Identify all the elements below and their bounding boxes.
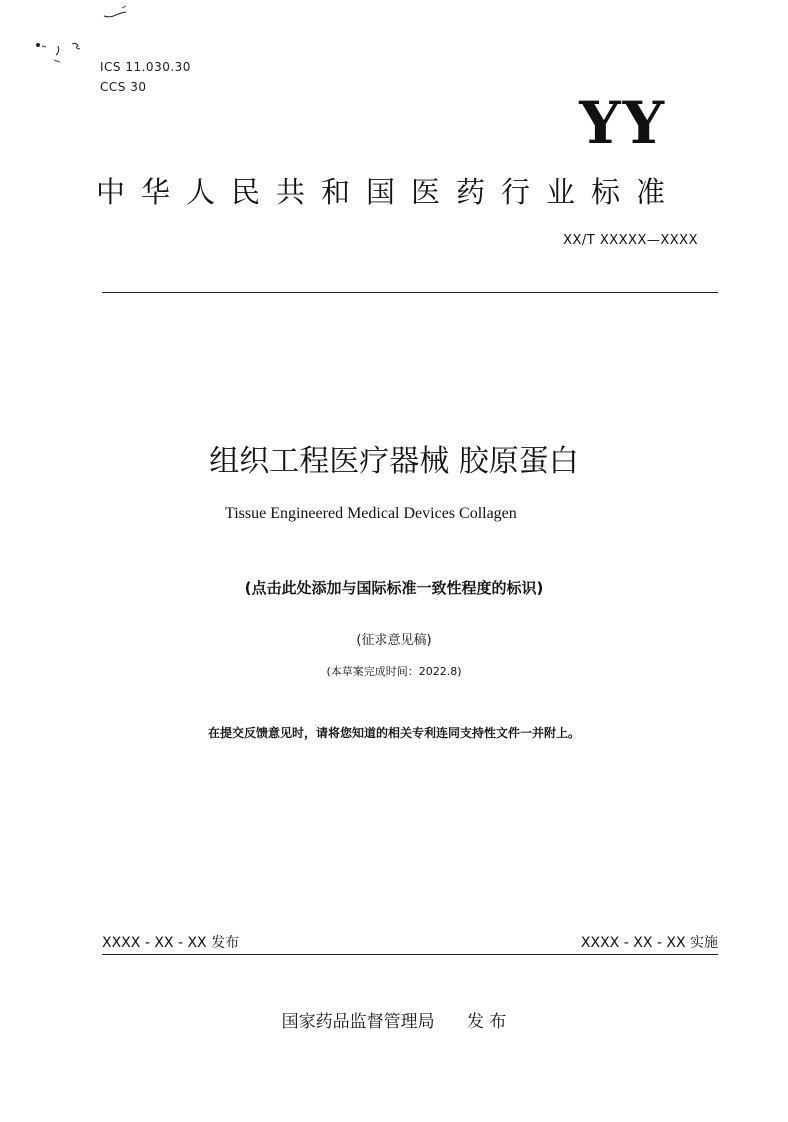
standard-number: XX/T XXXXX—XXXX [563, 233, 698, 248]
document-title-english: Tissue Engineered Medical Devices Collagen [225, 505, 517, 522]
ics-code: ICS 11.030.30 [100, 60, 191, 74]
effective-date: XXXX - XX - XX 实施 [580, 935, 718, 951]
scan-artifact-mark [34, 40, 94, 66]
issue-date: XXXX - XX - XX 发布 [102, 935, 240, 951]
header-divider [102, 292, 718, 293]
standard-logo: YY [579, 89, 666, 157]
publishing-authority: 国家药品监督管理局 发 布 [281, 1012, 507, 1032]
draft-status-label: (征求意见稿) [356, 633, 432, 648]
document-title-chinese: 组织工程医疗器械 胶原蛋白 [209, 444, 579, 479]
scan-artifact-mark [100, 4, 140, 24]
standard-category-title: 中华人民共和国医药行业标准 [96, 175, 682, 209]
consistency-identifier-placeholder[interactable]: (点击此处添加与国际标准一致性程度的标识) [244, 579, 544, 597]
footer-divider [102, 954, 718, 955]
feedback-patent-note: 在提交反馈意见时，请将您知道的相关专利连同支持性文件一并附上。 [207, 726, 580, 740]
ccs-code: CCS 30 [100, 80, 147, 94]
draft-completion-date: (本草案完成时间：2022.8) [326, 665, 462, 678]
